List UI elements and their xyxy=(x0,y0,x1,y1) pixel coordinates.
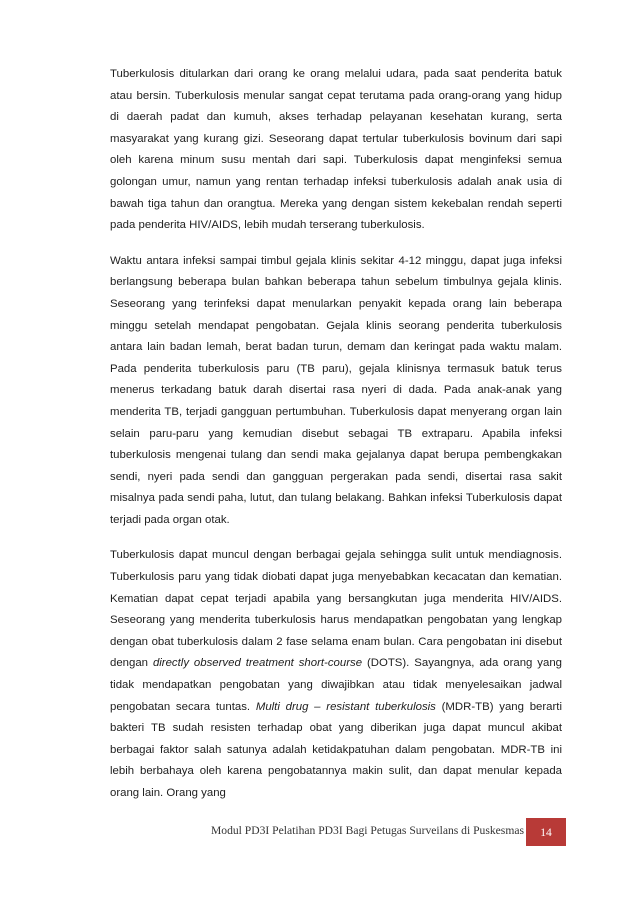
text-run: Waktu antara infeksi sampai timbul gejala klinis sekitar 4-12 minggu, dapat juga infeksi berlangsung beberapa bulan bahkan beberapa tahun sebelum timbulnya gejala klinis. Seseorang yang terinfeksi dapat menularkan penyakit kepada orang lain beberapa minggu setelah mendapat pengobatan. Gejala klinis seorang penderita tuberkulosis antara lain badan lemah, berat badan turun, demam dan keringat pada waktu malam. Pada penderita tuberkulosis paru (TB paru), gejala klinisnya termasuk batuk terus menerus terkadang batuk darah disertai rasa nyeri di dada. Pada anak-anak yang menderita TB, terjadi gangguan pertumbuhan. Tuberkulosis dapat menyerang organ lain selain paru-paru yang kemudian disebut sebagai TB extraparu. Apabila infeksi tuberkulosis mengenai tulang dan sendi maka gejalanya dapat berupa pembengkakan sendi, nyeri pada sendi dan gangguan pergerakan pada sendi, disertai rasa sakit misalnya pada sendi paha, lutut, dan tulang belakang. Bahkan infeksi Tuberkulosis dapat terjadi pada organ otak. xyxy=(110,254,562,526)
italic-term: directly observed treatment short-course xyxy=(152,657,363,670)
text-run: Tuberkulosis ditularkan dari orang ke orang melalui udara, pada saat penderita batuk atau bersin. Tuberkulosis menular sangat cepat terutama pada orang-orang yang hidup di daerah padat dan kumuh, akses terhadap pelayanan kesehatan kurang, serta masyarakat yang kurang gizi. Seseorang dapat tertular tuberkulosis bovinum dari sapi oleh karena minum susu mentah dari sapi. Tuberkulosis dapat menginfeksi semua golongan umur, namun yang rentan terhadap infeksi tuberkulosis adalah anak usia di bawah tiga tahun dan orangtua. Mereka yang dengan sistem kekebalan rendah seperti pada penderita HIV/AIDS, lebih mudah terserang tuberkulosis. xyxy=(110,68,562,232)
body-paragraph xyxy=(110,64,562,237)
footer-title: Modul PD3I Pelatihan PD3I Bagi Petugas Surveilans di Puskesmas xyxy=(210,824,524,837)
text-run: Tuberkulosis dapat muncul dengan berbagai gejala sehingga sulit untuk mendiagnosis. Tuberkulosis paru yang tidak diobati dapat juga menyebabkan kecacatan dan kematian. Kematian dapat cepat terjadi apabila yang bersangkutan juga menderita HIV/AIDS. Seseorang yang menderita tuberkulosis harus mendapatkan pengobatan yang lengkap dengan obat tuberkulosis dalam 2 fase selama enam bulan. Cara pengobatan ini disebut dengan xyxy=(110,549,562,670)
text-run: (MDR-TB) yang berarti bakteri TB sudah resisten terhadap obat yang diberikan juga dapat muncul akibat berbagai faktor salah satunya adalah ketidakpatuhan dalam pengobatan. MDR-TB ini lebih berbahaya oleh karena pengobatannya makin sulit, dan dapat menular kepada orang lain. Orang yang xyxy=(110,700,563,799)
body-paragraph xyxy=(110,251,562,532)
body-text xyxy=(110,64,562,819)
text-run: (DOTS). Sayangnya, ada orang yang tidak mendapatkan pengobatan yang diwajibkan atau tidak menyelesaikan jadwal pengobatan secara tuntas. xyxy=(110,657,563,713)
page-footer xyxy=(0,818,638,846)
page-number: 14 xyxy=(526,818,566,846)
italic-term: Multi drug – resistant tuberkulosis xyxy=(255,700,436,713)
body-paragraph xyxy=(110,545,562,804)
